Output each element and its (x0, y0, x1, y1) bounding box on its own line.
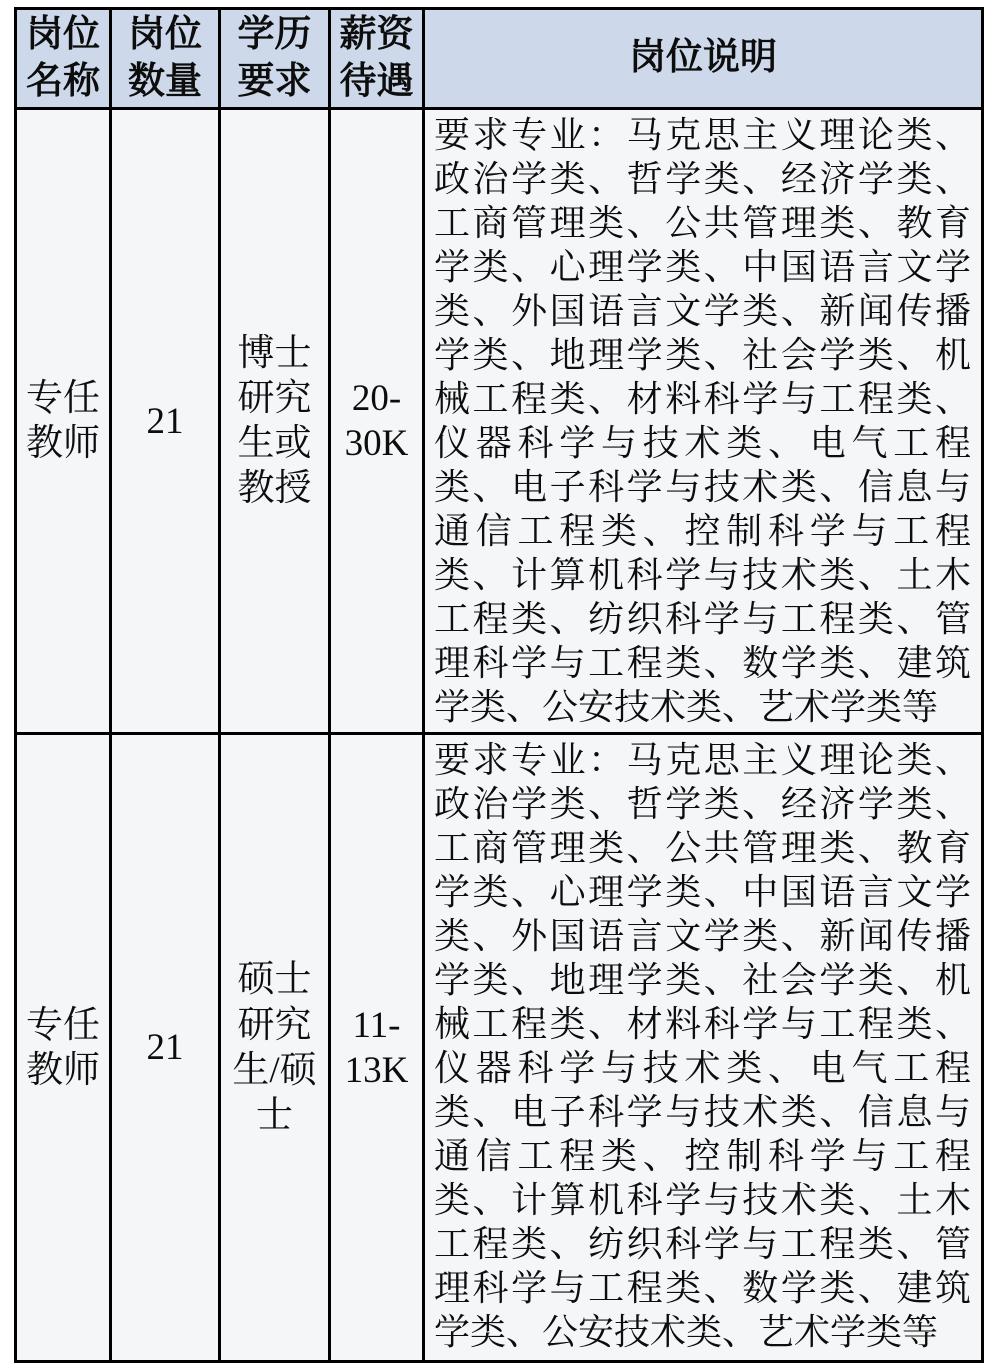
position-count-cell: 21 (111, 109, 220, 734)
table-row (16, 734, 983, 1362)
header-cell-position-description: 岗位说明 (424, 9, 983, 109)
education-cell: 博士研究生或教授 (220, 109, 330, 734)
position-count-cell: 21 (111, 734, 220, 1362)
header-cell-position-name: 岗位名称 (16, 9, 111, 109)
position-name-cell: 专任教师 (16, 734, 111, 1362)
description-cell: 要求专业：马克思主义理论类、政治学类、哲学类、经济学类、工商管理类、公共管理类、教育学类、心理学类、中国语言文学类、外国语言文学类、新闻传播学类、地理学类、社会学类、机械工程类、材料科学与工程类、仪器科学与技术类、电气工程类、电子科学与技术类、信息与通信工程类、控制科学与工程类、计算机科学与技术类、土木工程类、纺织科学与工程类、管理科学与工程类、数学类、建筑学类、公安技术类、艺术学类等 (424, 109, 983, 734)
table-header (16, 9, 983, 109)
position-name-cell: 专任教师 (16, 109, 111, 734)
header-cell-education-requirement: 学历要求 (220, 9, 330, 109)
table-body (16, 109, 983, 1362)
header-row (16, 9, 983, 109)
header-cell-position-count: 岗位数量 (111, 9, 220, 109)
salary-cell: 20-30K (330, 109, 424, 734)
education-cell: 硕士研究生/硕士 (220, 734, 330, 1362)
job-positions-table (14, 7, 984, 1363)
description-cell: 要求专业：马克思主义理论类、政治学类、哲学类、经济学类、工商管理类、公共管理类、教育学类、心理学类、中国语言文学类、外国语言文学类、新闻传播学类、地理学类、社会学类、机械工程类、材料科学与工程类、仪器科学与技术类、电气工程类、电子科学与技术类、信息与通信工程类、控制科学与工程类、计算机科学与技术类、土木工程类、纺织科学与工程类、管理科学与工程类、数学类、建筑学类、公安技术类、艺术学类等 (424, 734, 983, 1362)
header-cell-salary: 薪资待遇 (330, 9, 424, 109)
table-row (16, 109, 983, 734)
salary-cell: 11-13K (330, 734, 424, 1362)
